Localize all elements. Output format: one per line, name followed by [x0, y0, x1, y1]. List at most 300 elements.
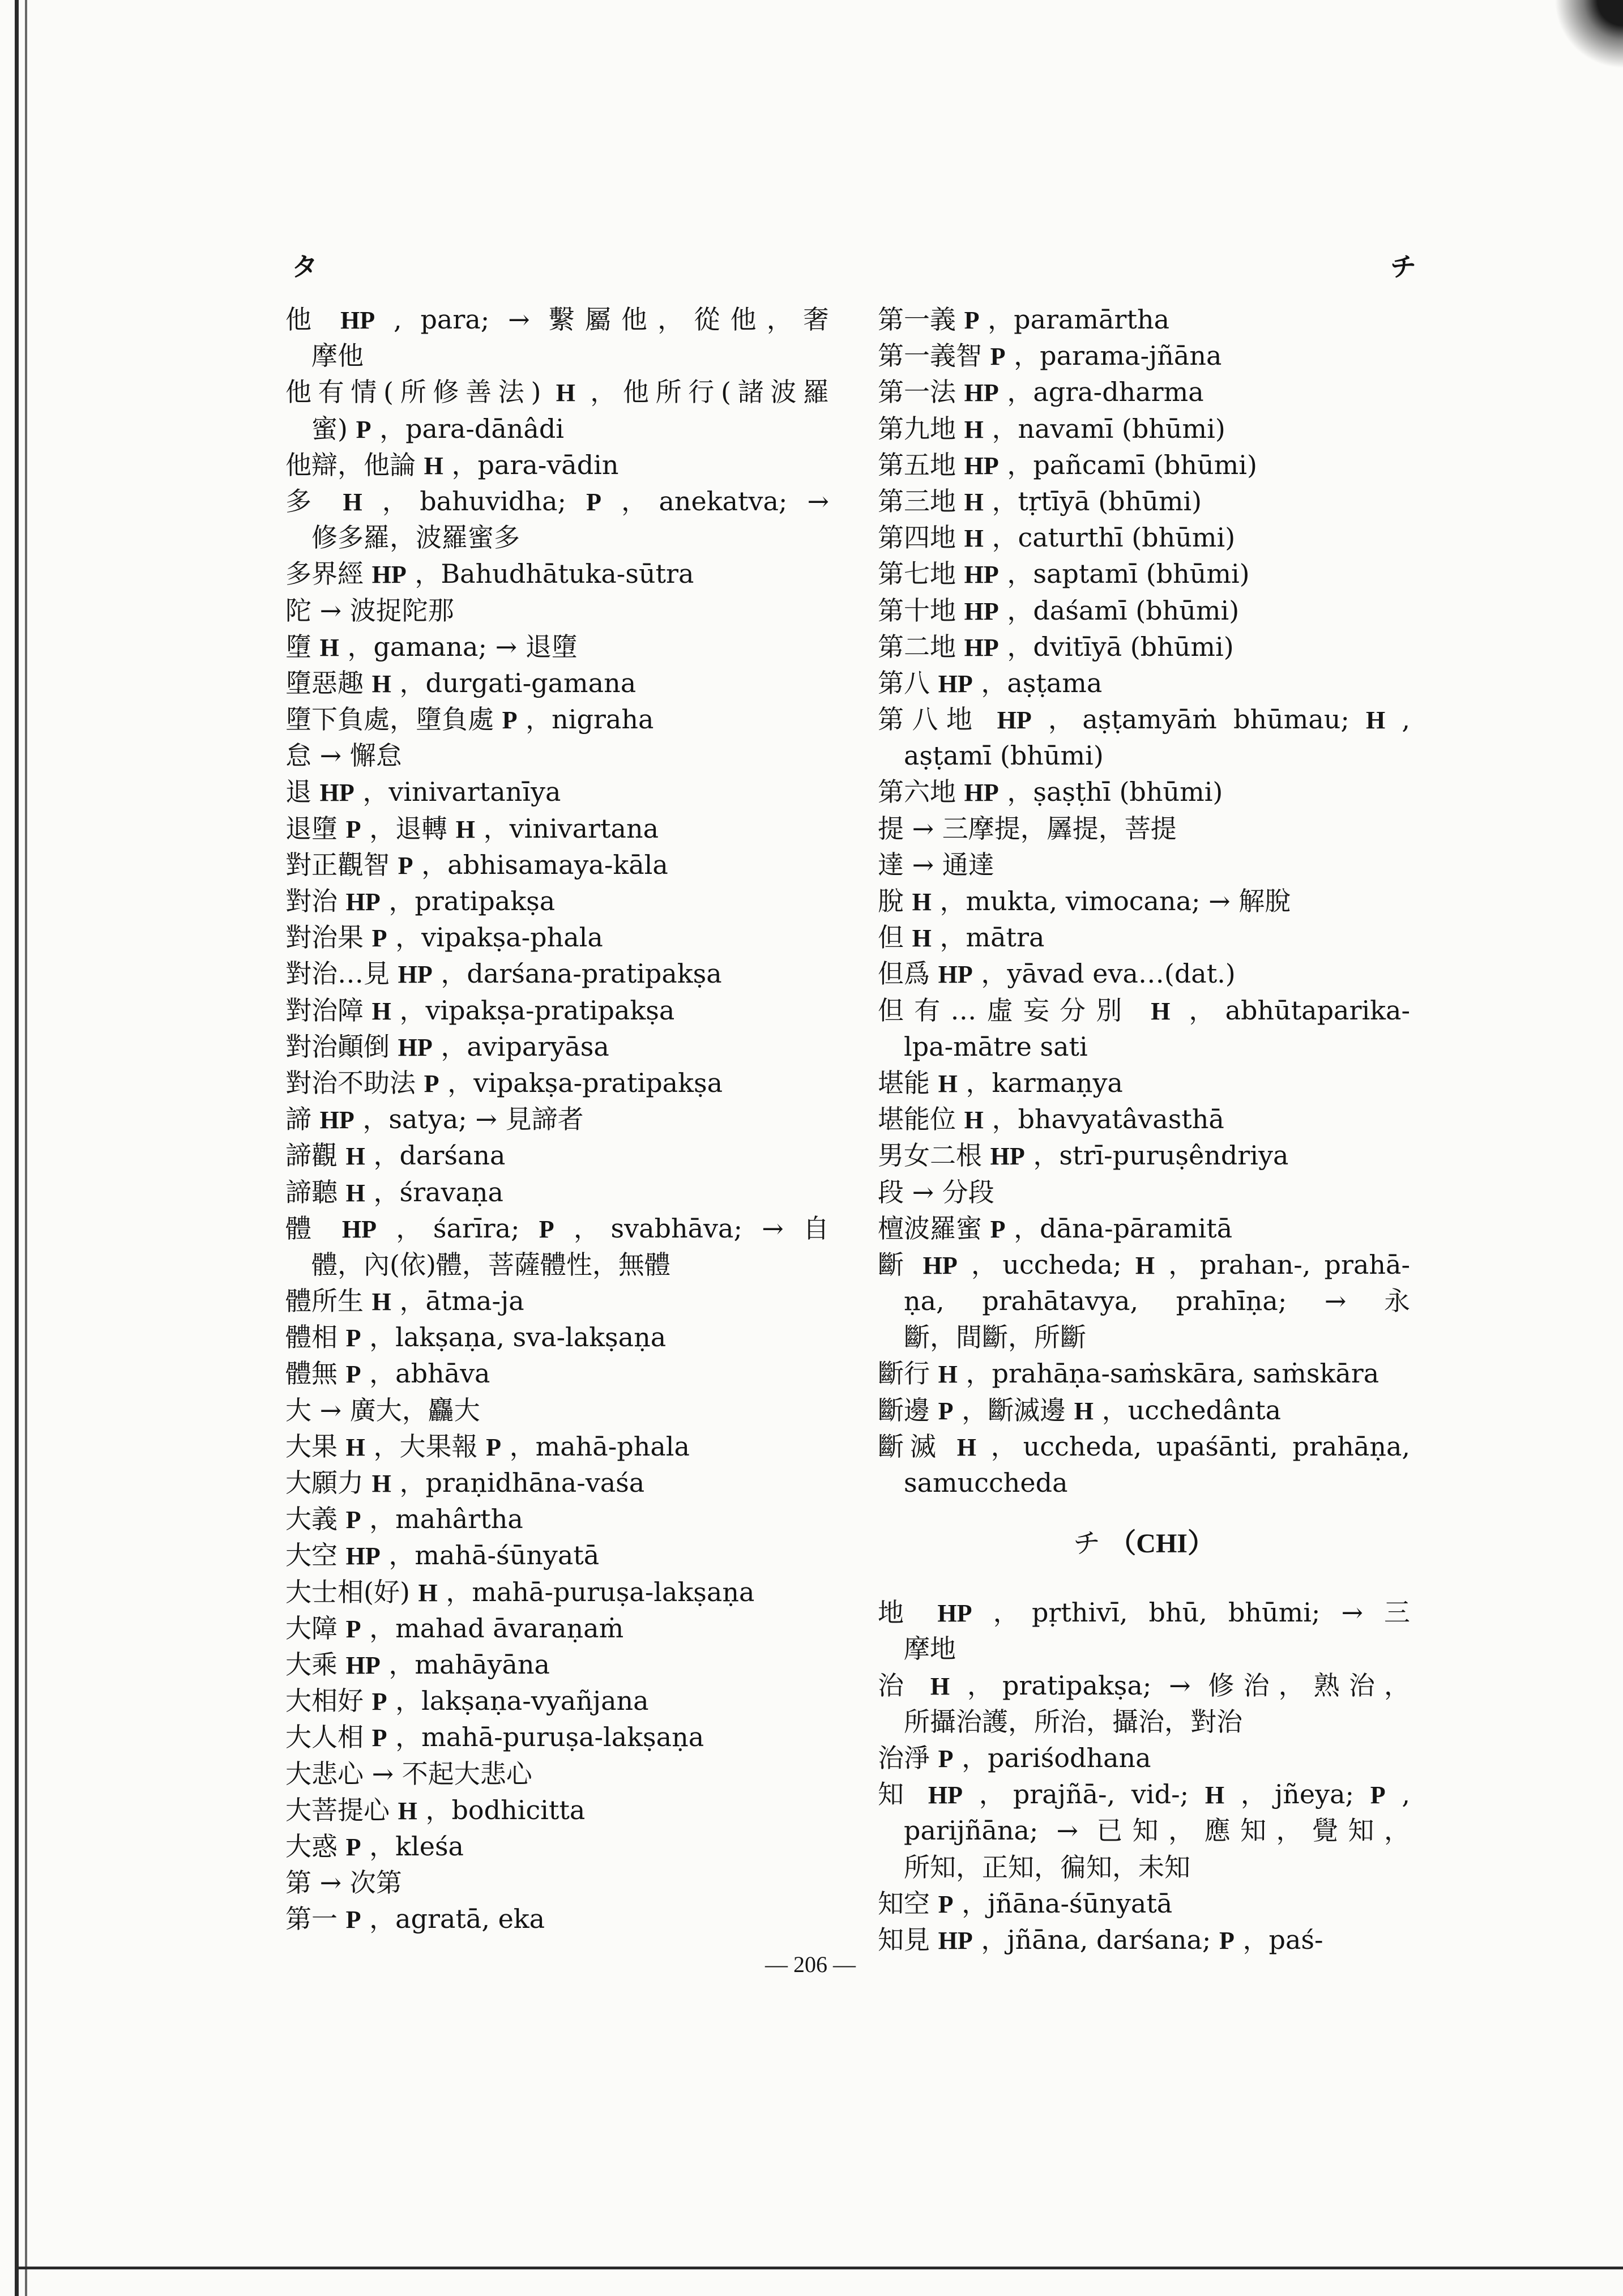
entry-text: 第七地 — [878, 558, 964, 590]
entry-text: ，mahā-puruṣa-lakṣaṇa — [395, 1722, 704, 1753]
entry-text: 第六地 — [878, 776, 964, 808]
dictionary-entry — [878, 447, 1410, 483]
dictionary-entry — [878, 1137, 1410, 1173]
entry-text: 退 — [285, 776, 320, 808]
entry-line — [285, 1355, 829, 1392]
entry-text: ，jñāna, darśana; — [981, 1924, 1220, 1955]
source-label: HP — [938, 669, 973, 698]
source-label: H — [964, 524, 984, 553]
entry-text: 第八 — [878, 667, 938, 698]
source-label: P — [371, 1688, 387, 1716]
entry-text: ，saptamī (bhūmi) — [1007, 558, 1250, 590]
entry-line — [878, 1065, 1410, 1101]
source-label: H — [345, 1433, 365, 1461]
entry-text: 摩地 — [904, 1633, 956, 1665]
entry-text: ，karmaṇya — [966, 1067, 1123, 1098]
entry-text: 墮惡趣 — [285, 667, 372, 698]
dictionary-entry — [285, 847, 829, 883]
entry-text: samuccheda — [904, 1467, 1068, 1498]
entry-text: ，darśana — [373, 1140, 506, 1171]
entry-text: 斷 — [878, 1249, 923, 1280]
dictionary-entry — [285, 992, 829, 1028]
entry-text: ，mahāyāna — [388, 1649, 550, 1680]
entry-text: 治淨 — [878, 1742, 938, 1773]
entry-text: ，gamana; → 退墮 — [347, 631, 578, 662]
entry-line — [285, 1428, 829, 1465]
entry-line — [878, 883, 1410, 919]
entry-text: 體 — [285, 1213, 342, 1244]
entry-text: 第一 — [285, 1904, 346, 1935]
entry-text: ，prahāṇa-saṁskāra, saṁskāra — [966, 1358, 1379, 1389]
entry-text: 但 — [878, 922, 912, 953]
entry-text: 段 → 分段 — [878, 1176, 994, 1207]
entry-text: ，navamī (bhūmi) — [992, 413, 1225, 444]
source-label: HP — [340, 306, 375, 334]
source-label: P — [345, 1906, 361, 1934]
entry-text: 大 → 廣大，麤大 — [285, 1394, 480, 1426]
entry-continuation-line — [878, 1319, 1410, 1355]
entry-text: 男女二根 — [878, 1140, 990, 1171]
entry-line — [285, 1065, 829, 1101]
entry-text: parijñāna; → 已知，應知，覺知， — [904, 1815, 1410, 1846]
entry-text: 體相 — [285, 1322, 346, 1353]
entry-line — [878, 1247, 1410, 1283]
entry-text: 對正觀智 — [285, 849, 398, 880]
source-label: P — [539, 1215, 554, 1243]
entry-line — [285, 1319, 829, 1355]
dictionary-entry — [285, 556, 829, 592]
left-column — [285, 301, 829, 1937]
entry-text: ，pṛthivī, bhū, bhūmi; → 三 — [993, 1597, 1410, 1628]
source-label: HP — [345, 1651, 381, 1679]
entry-text: ，退轉 — [369, 813, 456, 844]
entry-text: ，caturthī (bhūmi) — [992, 522, 1236, 553]
source-label: P — [345, 1324, 361, 1352]
dictionary-entry — [285, 1283, 829, 1319]
dictionary-entry — [285, 1137, 829, 1173]
entry-text: ，vipakṣa-phala — [395, 922, 603, 953]
page-number: — 206 — — [765, 1952, 856, 1977]
entry-line — [285, 1101, 829, 1137]
dictionary-entry — [878, 1428, 1410, 1501]
entry-text: 他有情(所修善法) — [285, 377, 556, 408]
entry-text: 墮下負處，墮負處 — [285, 704, 502, 735]
entry-line — [285, 1864, 829, 1901]
entry-line — [878, 1137, 1410, 1173]
entry-text: ，mātra — [939, 922, 1045, 953]
entry-line — [285, 447, 829, 483]
entry-text: ，śarīra; — [396, 1213, 539, 1244]
source-label: HP — [937, 1599, 972, 1628]
entry-line — [285, 301, 829, 338]
entry-line — [878, 847, 1410, 883]
source-label: P — [990, 1215, 1006, 1243]
entry-text: ，parama-jñāna — [1014, 340, 1222, 372]
source-label: H — [319, 633, 339, 662]
entry-line — [285, 1174, 829, 1210]
entry-text: lpa-mātre sati — [904, 1031, 1088, 1062]
entry-line — [878, 411, 1410, 447]
dictionary-entry — [285, 1792, 829, 1828]
dictionary-entry — [285, 1101, 829, 1137]
source-label: P — [371, 924, 387, 953]
entry-text: 墮 — [285, 631, 320, 662]
entry-line — [285, 1828, 829, 1864]
section-heading-kana: チ — [1073, 1527, 1101, 1560]
entry-text: 大果 — [285, 1431, 346, 1462]
entry-line — [285, 701, 829, 737]
entry-text: ，uccheda; — [971, 1249, 1135, 1280]
entry-text: ，pratipakṣa — [388, 886, 556, 916]
entry-line — [285, 374, 829, 410]
source-label: P — [938, 1744, 954, 1773]
entry-text: 提 → 三摩提，羼提，菩提 — [878, 813, 1177, 844]
entry-text: 對治不助法 — [285, 1067, 424, 1098]
entry-text: 第一義智 — [878, 340, 990, 372]
entry-text: 大惑 — [285, 1830, 346, 1862]
entry-text: 第三地 — [878, 485, 964, 517]
entry-text: 第九地 — [878, 413, 964, 444]
source-label: HP — [964, 779, 999, 807]
entry-text: 大悲心 → 不起大悲心 — [285, 1758, 532, 1789]
entry-text: 對治 — [285, 886, 346, 916]
source-label: P — [502, 706, 518, 735]
entry-line — [285, 1210, 829, 1247]
entry-line — [878, 1174, 1410, 1210]
entry-text: ，strī-puruṣêndriya — [1033, 1140, 1289, 1171]
entry-line — [285, 919, 829, 955]
entry-line — [878, 1101, 1410, 1137]
dictionary-entry — [285, 701, 829, 737]
source-label: HP — [371, 561, 407, 589]
dictionary-entry — [285, 374, 829, 446]
entry-text: ，abhāva — [369, 1358, 490, 1389]
dictionary-entry — [285, 665, 829, 701]
source-label: H — [343, 488, 362, 516]
entry-line — [285, 737, 829, 774]
entry-text: 但有…虛妄分別 — [878, 995, 1151, 1026]
entry-line — [878, 1392, 1410, 1428]
running-head-right: チ — [1390, 251, 1416, 282]
entry-text: ，aṣṭamyāṁ bhūmau; — [1048, 704, 1366, 735]
entry-line — [285, 1719, 829, 1755]
entry-text: ，ṣaṣṭhī (bhūmi) — [1007, 776, 1223, 808]
dictionary-entry — [878, 592, 1410, 629]
source-label: H — [371, 1288, 391, 1316]
entry-text: ，uccheda, upaśānti, prahāṇa, — [990, 1431, 1410, 1462]
entry-text: 第 → 次第 — [285, 1867, 402, 1898]
dictionary-entry — [285, 1574, 829, 1610]
dictionary-entry — [285, 1210, 829, 1283]
entry-text: ，tṛtīyā (bhūmi) — [992, 485, 1202, 517]
source-label: P — [345, 815, 361, 843]
entry-text: ，vinivartana — [483, 813, 659, 844]
dictionary-entry — [878, 629, 1410, 665]
dictionary-entry — [878, 1247, 1410, 1356]
source-label: P — [586, 488, 601, 516]
entry-line — [878, 919, 1410, 955]
entry-text: 對治…見 — [285, 958, 398, 989]
entry-text: 堪能 — [878, 1067, 938, 1098]
source-label: HP — [922, 1251, 958, 1279]
entry-text: ，paramārtha — [988, 304, 1169, 335]
entry-text: 大菩提心 — [285, 1794, 398, 1825]
entry-line — [878, 629, 1410, 665]
dictionary-entry — [285, 955, 829, 992]
entry-text: 堪能位 — [878, 1104, 964, 1135]
dictionary-entry — [878, 556, 1410, 592]
entry-line — [878, 701, 1410, 737]
entry-line — [285, 483, 829, 519]
dictionary-entry — [878, 1594, 1410, 1667]
source-label: P — [1370, 1781, 1386, 1810]
entry-text: 大願力 — [285, 1467, 372, 1498]
entry-text: 他辯，他論 — [285, 449, 424, 480]
source-label: HP — [341, 1215, 377, 1243]
entry-text: ，abhūtaparika- — [1189, 995, 1410, 1026]
entry-text: ，Bahudhātuka-sūtra — [415, 558, 694, 590]
entry-line — [878, 1210, 1410, 1247]
dictionary-entry — [285, 301, 829, 374]
source-label: P — [964, 306, 980, 334]
dictionary-entry — [285, 1428, 829, 1465]
source-label: HP — [997, 706, 1032, 735]
dictionary-entry — [285, 1319, 829, 1355]
source-label: HP — [928, 1781, 963, 1810]
entry-text: , — [1402, 1779, 1410, 1810]
dictionary-entry — [878, 665, 1410, 701]
source-label: HP — [398, 961, 433, 989]
entry-text: ，mahad āvaraṇaṁ — [369, 1612, 624, 1644]
entry-text: 知空 — [878, 1888, 938, 1919]
entry-text: ，pratipakṣa; → 修治，熟治， — [967, 1670, 1410, 1701]
source-label: HP — [345, 1542, 381, 1571]
source-label: H — [930, 1672, 950, 1700]
entry-line — [878, 1740, 1410, 1776]
dictionary-entry — [285, 1646, 829, 1683]
entry-text: 多 — [285, 485, 343, 517]
entry-text: 第十地 — [878, 595, 964, 626]
dictionary-entry — [878, 1065, 1410, 1101]
dictionary-entry — [878, 519, 1410, 556]
dictionary-entry — [285, 737, 829, 774]
entry-text: ，lakṣaṇa-vyañjana — [395, 1685, 649, 1717]
dictionary-entry — [285, 774, 829, 810]
entry-text: ，agratā, eka — [369, 1904, 545, 1935]
entry-text: ，他所行(諸波羅 — [590, 377, 829, 408]
entry-text: 第一義 — [878, 304, 964, 335]
source-label: H — [964, 415, 984, 443]
dictionary-entry — [285, 883, 829, 919]
entry-line — [878, 556, 1410, 592]
entry-text: 第四地 — [878, 522, 964, 553]
source-label: HP — [319, 1106, 355, 1134]
entry-text: 諦觀 — [285, 1140, 346, 1171]
entry-text: ，satya; → 見諦者 — [362, 1104, 584, 1135]
dictionary-entry — [285, 629, 829, 665]
entry-line — [285, 629, 829, 665]
source-label: H — [398, 1796, 417, 1825]
entry-line — [285, 1756, 829, 1792]
source-label: P — [990, 343, 1006, 371]
source-label: P — [398, 851, 413, 880]
entry-text: ，dāna-pāramitā — [1014, 1213, 1233, 1244]
dictionary-entry — [878, 1174, 1410, 1210]
source-label: H — [956, 1433, 976, 1461]
entry-text: ，svabhāva; → 自 — [573, 1213, 829, 1244]
entry-continuation-line — [878, 1283, 1410, 1319]
dictionary-entry — [285, 1610, 829, 1646]
entry-text: 脫 — [878, 886, 912, 916]
dictionary-entry — [285, 1719, 829, 1755]
dictionary-entry — [878, 810, 1410, 847]
entry-text: ṇa, prahātavya, prahīṇa; → 永 — [904, 1286, 1410, 1317]
dictionary-entry — [285, 1683, 829, 1719]
entry-text: 知 — [878, 1779, 928, 1810]
source-label: H — [371, 997, 391, 1025]
entry-line — [878, 301, 1410, 338]
entry-line — [285, 955, 829, 992]
entry-text: ，abhisamaya-kāla — [421, 849, 668, 880]
dictionary-entry — [878, 338, 1410, 374]
dictionary-entry — [878, 847, 1410, 883]
source-label: H — [1205, 1781, 1225, 1810]
entry-text: 大空 — [285, 1540, 346, 1571]
entry-text: ，paś- — [1242, 1924, 1323, 1955]
right-column — [878, 301, 1410, 1958]
dictionary-entry — [285, 483, 829, 556]
entry-text: ，dvitīyā (bhūmi) — [1007, 631, 1234, 662]
source-label: P — [424, 1069, 439, 1098]
entry-line — [285, 1574, 829, 1610]
entry-line — [285, 1646, 829, 1683]
entry-text: ，darśana-pratipakṣa — [441, 958, 722, 989]
entry-text: ，mahā-śūnyatā — [388, 1540, 600, 1571]
source-label: P — [345, 1506, 361, 1534]
scan-corner-shadow — [1538, 0, 1623, 85]
entry-text: 斷，間斷，所斷 — [904, 1322, 1086, 1353]
entry-text: 但爲 — [878, 958, 938, 989]
entry-text: ，praṇidhāna-vaśa — [399, 1467, 645, 1498]
source-label: H — [938, 1360, 958, 1389]
entry-continuation-line — [878, 1704, 1410, 1740]
entry-line — [285, 592, 829, 629]
entry-text: ，大果報 — [373, 1431, 486, 1462]
source-label: H — [938, 1069, 958, 1098]
entry-text: ，ucchedânta — [1101, 1394, 1282, 1426]
entry-line — [878, 1776, 1410, 1812]
entry-text: 大士相(好) — [285, 1576, 418, 1607]
source-label: H — [1074, 1397, 1094, 1425]
source-label: H — [371, 669, 391, 698]
dictionary-entry — [878, 992, 1410, 1065]
entry-text: ，jñeya; — [1240, 1779, 1370, 1810]
entry-text: 治 — [878, 1670, 930, 1701]
entry-text: ，lakṣaṇa, sva-lakṣaṇa — [369, 1322, 667, 1353]
entry-text: 斷行 — [878, 1358, 938, 1389]
entry-line — [285, 1465, 829, 1501]
source-label: H — [455, 815, 475, 843]
entry-line — [878, 519, 1410, 556]
entry-text: ，daśamī (bhūmi) — [1007, 595, 1240, 626]
entry-text: 對治障 — [285, 995, 372, 1026]
entry-text: ，ātma-ja — [399, 1286, 524, 1317]
entry-text: 第八地 — [878, 704, 997, 735]
entry-line — [285, 1283, 829, 1319]
entry-text: ，kleśa — [369, 1830, 464, 1862]
dictionary-entry — [285, 1901, 829, 1937]
right-column-entries-chi — [878, 1594, 1410, 1958]
entry-line — [878, 447, 1410, 483]
source-label: HP — [345, 888, 381, 916]
entry-text: 大乘 — [285, 1649, 346, 1680]
dictionary-entry — [878, 1776, 1410, 1885]
dictionary-entry — [285, 1355, 829, 1392]
entry-text: 大義 — [285, 1504, 346, 1535]
entry-line — [285, 665, 829, 701]
source-label: H — [912, 924, 932, 953]
dictionary-entry — [285, 919, 829, 955]
source-label: H — [371, 1470, 391, 1497]
scan-border-bottom — [15, 2267, 1623, 2269]
entry-text: 蜜) — [311, 413, 356, 444]
source-label: H — [964, 488, 984, 516]
entry-line — [285, 1901, 829, 1937]
entry-text: 他 — [285, 304, 341, 335]
entry-line — [878, 592, 1410, 629]
entry-continuation-line — [878, 737, 1410, 774]
entry-line — [878, 665, 1410, 701]
entry-text: ，bodhicitta — [425, 1794, 586, 1825]
entry-text: ，jñāna-śūnyatā — [962, 1888, 1173, 1919]
dictionary-entry — [878, 774, 1410, 810]
source-label: HP — [938, 1926, 973, 1954]
entry-continuation-line — [285, 338, 829, 374]
source-label: HP — [964, 633, 999, 662]
entry-line — [878, 955, 1410, 992]
entry-text: ，mahârtha — [369, 1504, 523, 1535]
entry-text: 體無 — [285, 1358, 346, 1389]
source-label: H — [418, 1578, 438, 1607]
entry-text: 摩他 — [311, 340, 364, 372]
entry-text: 第二地 — [878, 631, 964, 662]
entry-line — [285, 1392, 829, 1428]
source-label: HP — [964, 597, 999, 625]
entry-line — [285, 1792, 829, 1828]
entry-text: 斷邊 — [878, 1394, 938, 1426]
entry-text: , — [1402, 704, 1410, 735]
entry-line — [285, 847, 829, 883]
entry-text: ，durgati-gamana — [399, 667, 637, 698]
entry-text: 諦聽 — [285, 1176, 346, 1207]
entry-text: 大障 — [285, 1612, 346, 1644]
entry-text: 對治顚倒 — [285, 1031, 398, 1062]
dictionary-entry — [878, 1392, 1410, 1428]
entry-text: ，prahan-, prahā- — [1168, 1249, 1410, 1280]
entry-text: 陀 → 波捉陀那 — [285, 595, 454, 626]
entry-text: ，anekatva; → — [621, 485, 829, 517]
source-label: H — [912, 888, 932, 916]
dictionary-entry — [878, 1101, 1410, 1137]
source-label: P — [345, 1360, 361, 1389]
source-label: P — [345, 1615, 361, 1643]
dictionary-entry — [878, 483, 1410, 519]
source-label: HP — [319, 779, 355, 807]
dictionary-entry — [878, 1740, 1410, 1776]
entry-text: ，pariśodhana — [962, 1742, 1151, 1773]
entry-text: 體，內(依)體，菩薩體性，無體 — [311, 1249, 670, 1280]
dictionary-entry — [878, 955, 1410, 992]
